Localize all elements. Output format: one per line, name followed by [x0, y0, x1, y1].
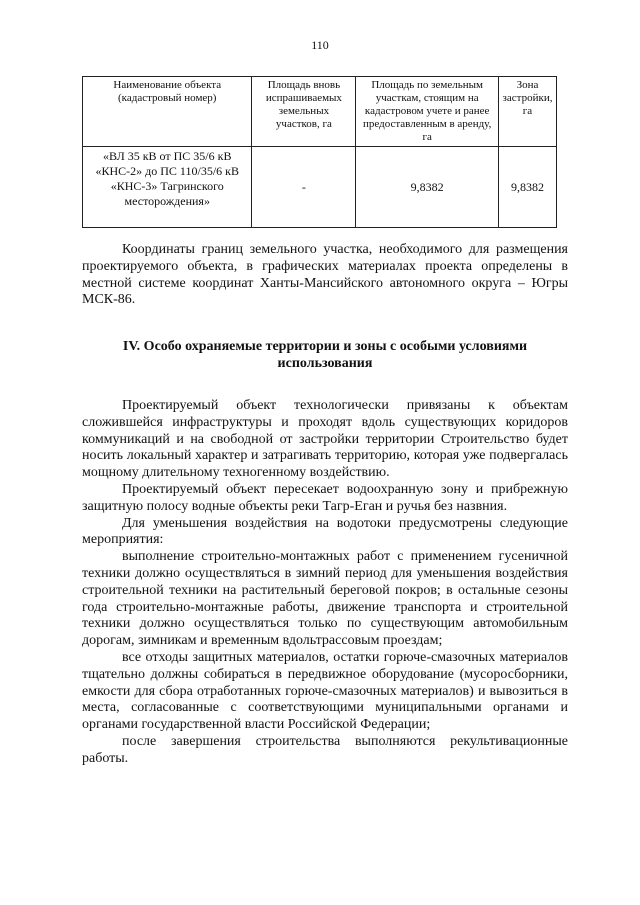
body-text — [82, 398, 568, 768]
header-building-zone: Зона застройки, га — [498, 77, 556, 147]
land-area-table — [82, 76, 557, 228]
coordinates-paragraph: Координаты границ земельного участка, необходимого для размещения проектируемого объекта, в графических материалах проекта определены в местной системе координат Ханты-Мансийского автономного округа – Югры МСК-86. — [82, 242, 568, 308]
paragraph-measure-waste: все отходы защитных материалов, остатки горюче-смазочных материалов тщательно должны собираться в передвижное оборудование (мусоросборники, емкости для сбора отработанных горюче-смазочных материалов) и вывозиться в места, согласованные с соответствующими муниципальными органами и органами государственной власти Российской Федерации; — [82, 649, 568, 733]
table-row — [83, 147, 557, 228]
coordinates-block — [82, 242, 568, 309]
cell-object-name: «ВЛ 35 кВ от ПС 35/6 кВ «КНС-2» до ПС 110/35/6 кВ «КНС-3» Тагринского месторождения» — [83, 147, 252, 228]
header-new-area: Площадь вновь испрашиваемых земельных участков, га — [252, 77, 356, 147]
paragraph-measures-intro: Для уменьшения воздействия на водотоки предусмотрены следующие мероприятия: — [82, 515, 568, 548]
section-heading: IV. Особо охраняемые территории и зоны с особыми условиями использования — [122, 339, 528, 371]
cell-leased-area: 9,8382 — [356, 147, 499, 228]
header-leased-area: Площадь по земельным участкам, стоящим на кадастровом учете и ранее предоставленным в аренду, га — [356, 77, 499, 147]
paragraph-infrastructure: Проектируемый объект технологически привязаны к объектам сложившейся инфраструктуры и проходят вдоль существующих коридоров коммуникаций и на свободной от застройки территории Строительство будет носить локальный характер и затрагивать территорию, которая уже подвергалась мощному длительному техногенному воздействию. — [82, 398, 568, 481]
cell-building-zone: 9,8382 — [498, 147, 556, 228]
paragraph-water-zone: Проектируемый объект пересекает водоохранную зону и прибрежную защитную полосу водные объекты реки Тагр-Еган и ручья без назвния. — [82, 481, 568, 514]
table-header-row — [83, 77, 557, 147]
paragraph-measure-recultivation: после завершения строительства выполняются рекультивационные работы. — [82, 733, 568, 766]
cell-new-area: - — [252, 147, 356, 228]
header-object-name: Наименование объекта (кадастровый номер) — [83, 77, 252, 147]
paragraph-measure-winter-works: выполнение строительно-монтажных работ с применением гусеничной техники должно осуществляться в зимний период для уменьшения воздействия строительной техники на растительный береговой покров; в остальные сезоны года строительно-монтажные работы, движение транспорта и строительной техники должно осуществляться только по существующим автомобильным дорогам, зимникам и временным вдольтрассовым проездам; — [82, 549, 568, 649]
page-number: 110 — [311, 38, 329, 52]
